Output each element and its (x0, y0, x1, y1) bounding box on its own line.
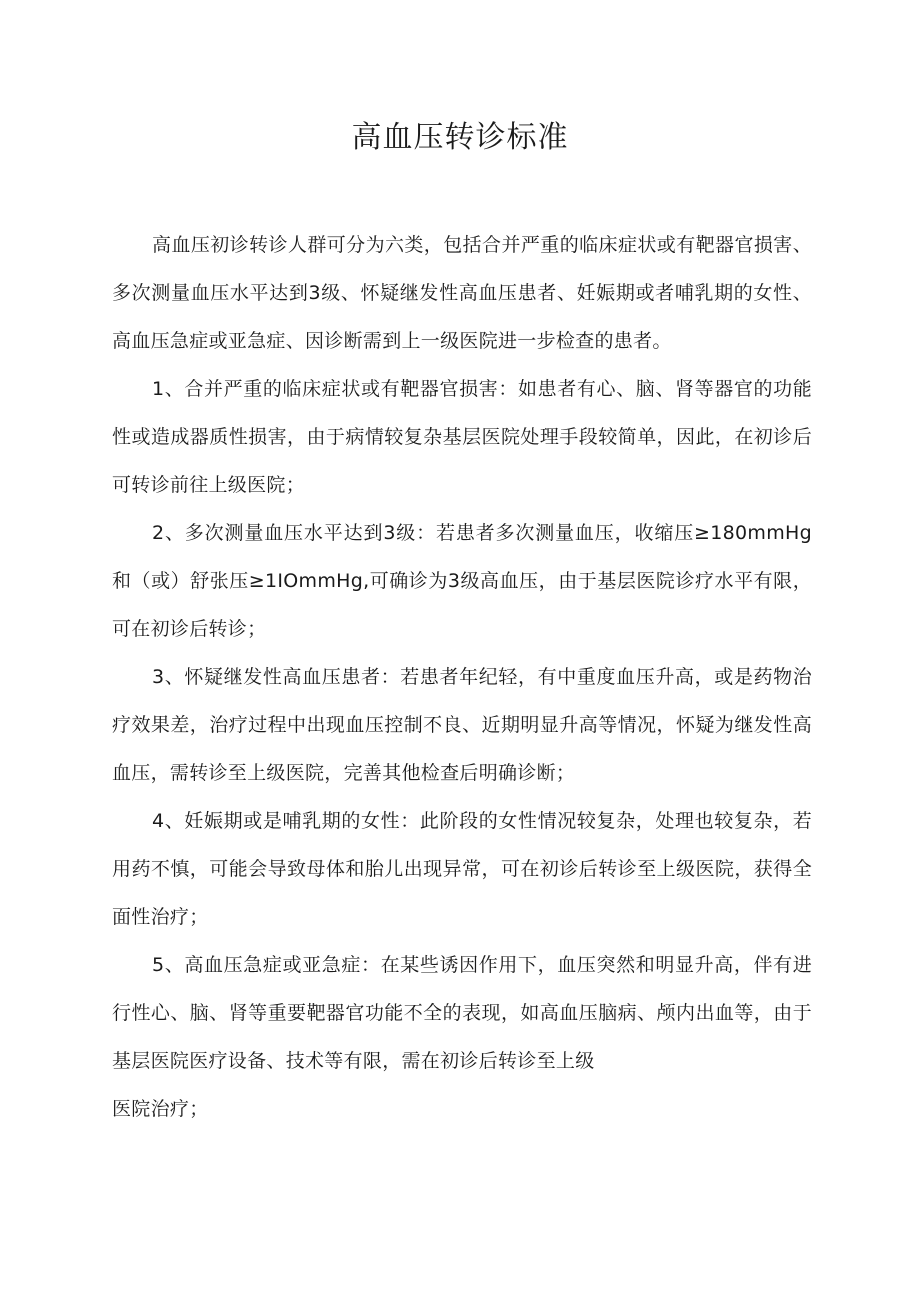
criterion-paragraph-2: 2、多次测量血压水平达到3级：若患者多次测量血压，收缩压≥180mmHg和（或）舒张压≥1IOmmHg,可确诊为3级高血压，由于基层医院诊疗水平有限，可在初诊后转诊； (112, 522, 812, 640)
criterion-paragraph-4: 4、妊娠期或是哺乳期的女性：此阶段的女性情况较复杂，处理也较复杂，若用药不慎，可能会导致母体和胎儿出现异常，可在初诊后转诊至上级医院，获得全面性治疗； (112, 810, 812, 928)
page-title: 高血压转诊标准 (351, 120, 569, 155)
intro-paragraph: 高血压初诊转诊人群可分为六类，包括合并严重的临床症状或有靶器官损害、多次测量血压水平达到3级、怀疑继发性高血压患者、妊娠期或者哺乳期的女性、高血压急症或亚急症、因诊断需到上一级医院进一步检查的患者。 (112, 234, 812, 352)
criterion-paragraph-1: 1、合并严重的临床症状或有靶器官损害：如患者有心、脑、肾等器官的功能性或造成器质性损害，由于病情较复杂基层医院处理手段较简单，因此，在初诊后可转诊前往上级医院； (112, 378, 812, 496)
criterion-paragraph-5-tail: 医院治疗； (112, 1098, 209, 1120)
criterion-paragraph-3: 3、怀疑继发性高血压患者：若患者年纪轻，有中重度血压升高，或是药物治疗效果差，治疗过程中出现血压控制不良、近期明显升高等情况，怀疑为继发性高血压，需转诊至上级医院，完善其他检查后明确诊断； (112, 666, 812, 784)
criterion-paragraph-5: 5、高血压急症或亚急症：在某些诱因作用下，血压突然和明显升高，伴有进行性心、脑、肾等重要靶器官功能不全的表现，如高血压脑病、颅内出血等，由于基层医院医疗设备、技术等有限，需在初诊后转诊至上级 (112, 954, 812, 1072)
document-body (112, 221, 812, 1133)
